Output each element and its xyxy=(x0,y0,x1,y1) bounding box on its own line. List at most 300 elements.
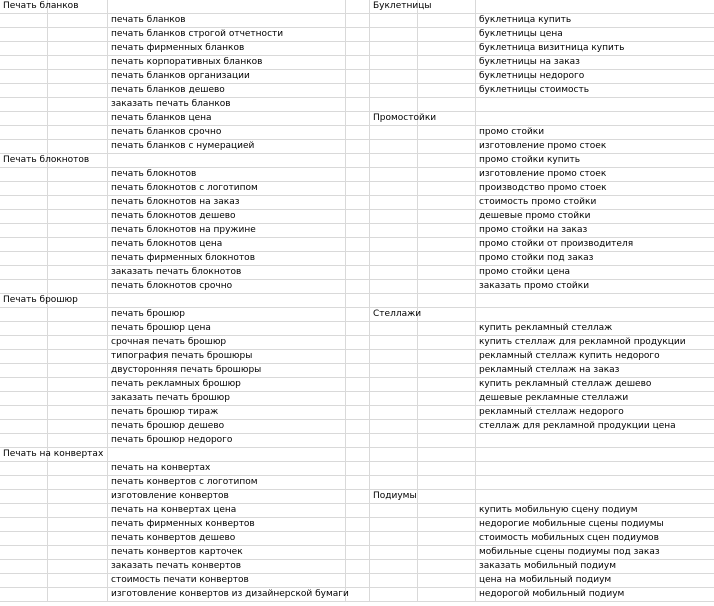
cell-c6[interactable] xyxy=(418,238,476,252)
keyword-cell[interactable]: печать корпоративных бланков xyxy=(108,56,346,70)
cell-c2[interactable] xyxy=(48,574,108,588)
keyword-cell[interactable]: промо стойки цена xyxy=(476,266,714,280)
keyword-cell[interactable]: рекламный стеллаж недорого xyxy=(476,406,714,420)
cell-c2[interactable] xyxy=(48,378,108,392)
keyword-cell[interactable]: рекламный стеллаж купить недорого xyxy=(476,350,714,364)
keyword-cell[interactable]: буклетницы цена xyxy=(476,28,714,42)
cell-c1[interactable] xyxy=(0,210,48,224)
keyword-cell[interactable]: изготовление конвертов из дизайнерской бумаги xyxy=(108,588,346,602)
cell-c4[interactable] xyxy=(346,210,370,224)
cell-c6[interactable] xyxy=(418,406,476,420)
cell-c5[interactable] xyxy=(370,210,418,224)
cell-c7[interactable] xyxy=(476,112,714,126)
cell-c1[interactable] xyxy=(0,238,48,252)
cell-c1[interactable] xyxy=(0,56,48,70)
cell-c6[interactable] xyxy=(418,364,476,378)
cell-c4[interactable] xyxy=(346,532,370,546)
cell-c1[interactable] xyxy=(0,266,48,280)
cell-c4[interactable] xyxy=(346,224,370,238)
keyword-cell[interactable]: печать бланков с нумерацией xyxy=(108,140,346,154)
cell-c6[interactable] xyxy=(418,434,476,448)
cell-c1[interactable] xyxy=(0,112,48,126)
cell-c6[interactable] xyxy=(418,98,476,112)
cell-c7[interactable] xyxy=(476,462,714,476)
cell-c6[interactable] xyxy=(418,196,476,210)
cell-c4[interactable] xyxy=(346,406,370,420)
keyword-cell[interactable]: недорогие мобильные сцены подиумы xyxy=(476,518,714,532)
keyword-cell[interactable]: изготовление промо стоек xyxy=(476,140,714,154)
keyword-cell[interactable]: заказать печать бланков xyxy=(108,98,346,112)
cell-c1[interactable] xyxy=(0,140,48,154)
cell-c5[interactable] xyxy=(370,392,418,406)
cell-c5[interactable] xyxy=(370,182,418,196)
cell-c2[interactable] xyxy=(48,476,108,490)
cell-c2[interactable] xyxy=(48,490,108,504)
cell-c5[interactable] xyxy=(370,448,418,462)
cell-c4[interactable] xyxy=(346,266,370,280)
group-title-cell[interactable]: Буклетницы xyxy=(370,0,418,14)
cell-c5[interactable] xyxy=(370,378,418,392)
keyword-cell[interactable]: производство промо стоек xyxy=(476,182,714,196)
keyword-cell[interactable]: заказать промо стойки xyxy=(476,280,714,294)
cell-c1[interactable] xyxy=(0,98,48,112)
cell-c6[interactable] xyxy=(418,504,476,518)
keyword-cell[interactable]: цена на мобильный подиум xyxy=(476,574,714,588)
cell-c5[interactable] xyxy=(370,252,418,266)
keyword-cell[interactable]: печать бланков цена xyxy=(108,112,346,126)
group-title-cell[interactable]: Печать брошюр xyxy=(0,294,48,308)
cell-c2[interactable] xyxy=(48,84,108,98)
keyword-cell[interactable]: дешевые рекламные стеллажи xyxy=(476,392,714,406)
keyword-cell[interactable]: печать бланков дешево xyxy=(108,84,346,98)
keyword-cell[interactable]: изготовление конвертов xyxy=(108,490,346,504)
cell-c1[interactable] xyxy=(0,224,48,238)
cell-c5[interactable] xyxy=(370,504,418,518)
cell-c4[interactable] xyxy=(346,112,370,126)
cell-c2[interactable] xyxy=(48,252,108,266)
cell-c2[interactable] xyxy=(48,560,108,574)
keyword-cell[interactable]: промо стойки купить xyxy=(476,154,714,168)
keyword-cell[interactable]: печать на конвертах цена xyxy=(108,504,346,518)
cell-c5[interactable] xyxy=(370,168,418,182)
cell-c6[interactable] xyxy=(418,476,476,490)
cell-c4[interactable] xyxy=(346,588,370,602)
cell-c4[interactable] xyxy=(346,42,370,56)
cell-c1[interactable] xyxy=(0,490,48,504)
cell-c2[interactable] xyxy=(48,266,108,280)
cell-c2[interactable] xyxy=(48,546,108,560)
keyword-cell[interactable]: буклетница визитница купить xyxy=(476,42,714,56)
cell-c6[interactable] xyxy=(418,448,476,462)
cell-c1[interactable] xyxy=(0,462,48,476)
cell-c5[interactable] xyxy=(370,98,418,112)
keyword-cell[interactable]: печать брошюр тираж xyxy=(108,406,346,420)
cell-c4[interactable] xyxy=(346,504,370,518)
cell-c6[interactable] xyxy=(418,518,476,532)
cell-c1[interactable] xyxy=(0,350,48,364)
cell-c6[interactable] xyxy=(418,266,476,280)
keyword-cell[interactable]: купить стеллаж для рекламной продукции xyxy=(476,336,714,350)
cell-c5[interactable] xyxy=(370,574,418,588)
cell-c2[interactable] xyxy=(48,294,108,308)
cell-c5[interactable] xyxy=(370,294,418,308)
cell-c4[interactable] xyxy=(346,238,370,252)
cell-c5[interactable] xyxy=(370,140,418,154)
cell-c3[interactable] xyxy=(108,294,346,308)
cell-c6[interactable] xyxy=(418,0,476,14)
cell-c6[interactable] xyxy=(418,588,476,602)
cell-c4[interactable] xyxy=(346,182,370,196)
keyword-cell[interactable]: печать фирменных бланков xyxy=(108,42,346,56)
cell-c4[interactable] xyxy=(346,462,370,476)
cell-c7[interactable] xyxy=(476,308,714,322)
cell-c7[interactable] xyxy=(476,448,714,462)
group-title-cell[interactable]: Стеллажи xyxy=(370,308,418,322)
cell-c1[interactable] xyxy=(0,476,48,490)
keyword-cell[interactable]: печать блокнотов с логотипом xyxy=(108,182,346,196)
cell-c7[interactable] xyxy=(476,476,714,490)
cell-c6[interactable] xyxy=(418,210,476,224)
keyword-cell[interactable]: стеллаж для рекламной продукции цена xyxy=(476,420,714,434)
cell-c2[interactable] xyxy=(48,280,108,294)
cell-c4[interactable] xyxy=(346,168,370,182)
cell-c6[interactable] xyxy=(418,560,476,574)
cell-c5[interactable] xyxy=(370,42,418,56)
cell-c5[interactable] xyxy=(370,518,418,532)
cell-c5[interactable] xyxy=(370,560,418,574)
cell-c2[interactable] xyxy=(48,588,108,602)
keyword-cell[interactable]: печать бланков строгой отчетности xyxy=(108,28,346,42)
keyword-cell[interactable]: рекламный стеллаж на заказ xyxy=(476,364,714,378)
cell-c6[interactable] xyxy=(418,112,476,126)
cell-c7[interactable] xyxy=(476,0,714,14)
keyword-cell[interactable]: печать конвертов с логотипом xyxy=(108,476,346,490)
cell-c5[interactable] xyxy=(370,476,418,490)
group-title-cell[interactable]: Печать на конвертах xyxy=(0,448,48,462)
cell-c4[interactable] xyxy=(346,392,370,406)
keyword-cell[interactable]: печать фирменных конвертов xyxy=(108,518,346,532)
cell-c1[interactable] xyxy=(0,70,48,84)
cell-c2[interactable] xyxy=(48,238,108,252)
keyword-cell[interactable]: буклетницы стоимость xyxy=(476,84,714,98)
cell-c4[interactable] xyxy=(346,0,370,14)
cell-c4[interactable] xyxy=(346,294,370,308)
group-title-cell[interactable]: Промостойки xyxy=(370,112,418,126)
cell-c6[interactable] xyxy=(418,42,476,56)
cell-c5[interactable] xyxy=(370,266,418,280)
cell-c4[interactable] xyxy=(346,252,370,266)
cell-c4[interactable] xyxy=(346,70,370,84)
cell-c2[interactable] xyxy=(48,350,108,364)
cell-c7[interactable] xyxy=(476,294,714,308)
cell-c1[interactable] xyxy=(0,322,48,336)
cell-c6[interactable] xyxy=(418,308,476,322)
cell-c1[interactable] xyxy=(0,364,48,378)
cell-c2[interactable] xyxy=(48,70,108,84)
keyword-cell[interactable]: печать на конвертах xyxy=(108,462,346,476)
cell-c5[interactable] xyxy=(370,196,418,210)
cell-c6[interactable] xyxy=(418,336,476,350)
cell-c2[interactable] xyxy=(48,322,108,336)
keyword-cell[interactable]: буклетницы на заказ xyxy=(476,56,714,70)
cell-c6[interactable] xyxy=(418,126,476,140)
cell-c4[interactable] xyxy=(346,350,370,364)
cell-c5[interactable] xyxy=(370,14,418,28)
cell-c1[interactable] xyxy=(0,518,48,532)
keyword-cell[interactable]: печать конвертов дешево xyxy=(108,532,346,546)
cell-c4[interactable] xyxy=(346,322,370,336)
cell-c2[interactable] xyxy=(48,14,108,28)
cell-c1[interactable] xyxy=(0,420,48,434)
cell-c2[interactable] xyxy=(48,112,108,126)
group-title-cell[interactable]: Печать бланков xyxy=(0,0,48,14)
cell-c5[interactable] xyxy=(370,420,418,434)
cell-c2[interactable] xyxy=(48,56,108,70)
keyword-cell[interactable]: печать брошюр xyxy=(108,308,346,322)
cell-c2[interactable] xyxy=(48,448,108,462)
cell-c1[interactable] xyxy=(0,378,48,392)
cell-c2[interactable] xyxy=(48,336,108,350)
cell-c4[interactable] xyxy=(346,154,370,168)
cell-c5[interactable] xyxy=(370,56,418,70)
cell-c1[interactable] xyxy=(0,196,48,210)
keyword-cell[interactable]: печать блокнотов на заказ xyxy=(108,196,346,210)
cell-c4[interactable] xyxy=(346,476,370,490)
keyword-cell[interactable]: заказать печать брошюр xyxy=(108,392,346,406)
cell-c6[interactable] xyxy=(418,462,476,476)
cell-c4[interactable] xyxy=(346,336,370,350)
cell-c6[interactable] xyxy=(418,28,476,42)
keyword-cell[interactable]: печать брошюр недорого xyxy=(108,434,346,448)
cell-c7[interactable] xyxy=(476,490,714,504)
cell-c1[interactable] xyxy=(0,504,48,518)
cell-c2[interactable] xyxy=(48,532,108,546)
cell-c4[interactable] xyxy=(346,196,370,210)
keyword-cell[interactable]: промо стойки от производителя xyxy=(476,238,714,252)
cell-c1[interactable] xyxy=(0,280,48,294)
cell-c6[interactable] xyxy=(418,14,476,28)
cell-c7[interactable] xyxy=(476,98,714,112)
keyword-cell[interactable]: печать бланков организации xyxy=(108,70,346,84)
cell-c4[interactable] xyxy=(346,14,370,28)
cell-c1[interactable] xyxy=(0,560,48,574)
keyword-cell[interactable]: печать фирменных блокнотов xyxy=(108,252,346,266)
cell-c6[interactable] xyxy=(418,56,476,70)
cell-c1[interactable] xyxy=(0,336,48,350)
keyword-cell[interactable]: купить рекламный стеллаж дешево xyxy=(476,378,714,392)
cell-c1[interactable] xyxy=(0,406,48,420)
cell-c4[interactable] xyxy=(346,546,370,560)
keyword-cell[interactable]: печать блокнотов xyxy=(108,168,346,182)
cell-c5[interactable] xyxy=(370,154,418,168)
keyword-cell[interactable]: заказать печать блокнотов xyxy=(108,266,346,280)
cell-c5[interactable] xyxy=(370,364,418,378)
cell-c6[interactable] xyxy=(418,350,476,364)
cell-c6[interactable] xyxy=(418,490,476,504)
cell-c2[interactable] xyxy=(48,126,108,140)
cell-c2[interactable] xyxy=(48,434,108,448)
cell-c5[interactable] xyxy=(370,336,418,350)
cell-c2[interactable] xyxy=(48,392,108,406)
cell-c1[interactable] xyxy=(0,588,48,602)
cell-c6[interactable] xyxy=(418,84,476,98)
keyword-cell[interactable]: типография печать брошюры xyxy=(108,350,346,364)
keyword-cell[interactable]: печать блокнотов срочно xyxy=(108,280,346,294)
cell-c4[interactable] xyxy=(346,434,370,448)
keyword-cell[interactable]: купить рекламный стеллаж xyxy=(476,322,714,336)
keyword-cell[interactable]: двусторонняя печать брошюры xyxy=(108,364,346,378)
cell-c5[interactable] xyxy=(370,546,418,560)
cell-c5[interactable] xyxy=(370,238,418,252)
cell-c4[interactable] xyxy=(346,84,370,98)
keyword-cell[interactable]: печать бланков срочно xyxy=(108,126,346,140)
keyword-cell[interactable]: печать рекламных брошюр xyxy=(108,378,346,392)
cell-c4[interactable] xyxy=(346,518,370,532)
cell-c6[interactable] xyxy=(418,168,476,182)
keyword-cell[interactable]: печать конвертов карточек xyxy=(108,546,346,560)
keyword-cell[interactable]: дешевые промо стойки xyxy=(476,210,714,224)
cell-c5[interactable] xyxy=(370,434,418,448)
cell-c2[interactable] xyxy=(48,182,108,196)
keyword-cell[interactable]: печать блокнотов цена xyxy=(108,238,346,252)
cell-c4[interactable] xyxy=(346,420,370,434)
keyword-cell[interactable]: промо стойки на заказ xyxy=(476,224,714,238)
cell-c6[interactable] xyxy=(418,294,476,308)
cell-c4[interactable] xyxy=(346,364,370,378)
cell-c5[interactable] xyxy=(370,70,418,84)
cell-c3[interactable] xyxy=(108,0,346,14)
cell-c1[interactable] xyxy=(0,532,48,546)
cell-c2[interactable] xyxy=(48,406,108,420)
cell-c1[interactable] xyxy=(0,182,48,196)
cell-c2[interactable] xyxy=(48,224,108,238)
cell-c6[interactable] xyxy=(418,280,476,294)
cell-c5[interactable] xyxy=(370,462,418,476)
cell-c6[interactable] xyxy=(418,182,476,196)
keyword-cell[interactable]: заказать печать конвертов xyxy=(108,560,346,574)
cell-c1[interactable] xyxy=(0,252,48,266)
cell-c4[interactable] xyxy=(346,448,370,462)
cell-c1[interactable] xyxy=(0,14,48,28)
cell-c4[interactable] xyxy=(346,308,370,322)
cell-c4[interactable] xyxy=(346,98,370,112)
cell-c1[interactable] xyxy=(0,392,48,406)
cell-c2[interactable] xyxy=(48,28,108,42)
keyword-cell[interactable]: недорогой мобильный подиум xyxy=(476,588,714,602)
cell-c5[interactable] xyxy=(370,126,418,140)
cell-c1[interactable] xyxy=(0,434,48,448)
cell-c1[interactable] xyxy=(0,168,48,182)
keyword-cell[interactable]: печать бланков xyxy=(108,14,346,28)
keyword-cell[interactable]: буклетницы недорого xyxy=(476,70,714,84)
cell-c3[interactable] xyxy=(108,448,346,462)
cell-c2[interactable] xyxy=(48,196,108,210)
cell-c2[interactable] xyxy=(48,0,108,14)
keyword-cell[interactable]: промо стойки xyxy=(476,126,714,140)
cell-c2[interactable] xyxy=(48,462,108,476)
cell-c4[interactable] xyxy=(346,574,370,588)
cell-c1[interactable] xyxy=(0,308,48,322)
group-title-cell[interactable]: Печать блокнотов xyxy=(0,154,48,168)
cell-c7[interactable] xyxy=(476,434,714,448)
keyword-cell[interactable]: печать блокнотов на пружине xyxy=(108,224,346,238)
cell-c6[interactable] xyxy=(418,392,476,406)
cell-c5[interactable] xyxy=(370,406,418,420)
keyword-cell[interactable]: печать брошюр цена xyxy=(108,322,346,336)
cell-c4[interactable] xyxy=(346,56,370,70)
cell-c1[interactable] xyxy=(0,42,48,56)
cell-c5[interactable] xyxy=(370,350,418,364)
cell-c1[interactable] xyxy=(0,574,48,588)
keyword-cell[interactable]: срочная печать брошюр xyxy=(108,336,346,350)
cell-c4[interactable] xyxy=(346,28,370,42)
cell-c1[interactable] xyxy=(0,28,48,42)
cell-c5[interactable] xyxy=(370,84,418,98)
cell-c6[interactable] xyxy=(418,546,476,560)
cell-c1[interactable] xyxy=(0,546,48,560)
keyword-cell[interactable]: мобильные сцены подиумы под заказ xyxy=(476,546,714,560)
keyword-cell[interactable]: заказать мобильный подиум xyxy=(476,560,714,574)
cell-c4[interactable] xyxy=(346,490,370,504)
cell-c6[interactable] xyxy=(418,420,476,434)
cell-c2[interactable] xyxy=(48,518,108,532)
keyword-cell[interactable]: изготовление промо стоек xyxy=(476,168,714,182)
keyword-cell[interactable]: буклетница купить xyxy=(476,14,714,28)
cell-c4[interactable] xyxy=(346,560,370,574)
cell-c4[interactable] xyxy=(346,126,370,140)
cell-c3[interactable] xyxy=(108,154,346,168)
keyword-cell[interactable]: купить мобильную сцену подиум xyxy=(476,504,714,518)
cell-c6[interactable] xyxy=(418,378,476,392)
cell-c4[interactable] xyxy=(346,378,370,392)
cell-c6[interactable] xyxy=(418,154,476,168)
cell-c2[interactable] xyxy=(48,140,108,154)
cell-c5[interactable] xyxy=(370,532,418,546)
cell-c2[interactable] xyxy=(48,168,108,182)
group-title-cell[interactable]: Подиумы xyxy=(370,490,418,504)
cell-c2[interactable] xyxy=(48,364,108,378)
cell-c2[interactable] xyxy=(48,154,108,168)
cell-c6[interactable] xyxy=(418,574,476,588)
cell-c6[interactable] xyxy=(418,532,476,546)
cell-c2[interactable] xyxy=(48,420,108,434)
cell-c6[interactable] xyxy=(418,322,476,336)
cell-c6[interactable] xyxy=(418,224,476,238)
cell-c5[interactable] xyxy=(370,322,418,336)
cell-c2[interactable] xyxy=(48,504,108,518)
cell-c6[interactable] xyxy=(418,70,476,84)
cell-c4[interactable] xyxy=(346,280,370,294)
keyword-cell[interactable]: стоимость мобильных сцен подиумов xyxy=(476,532,714,546)
cell-c2[interactable] xyxy=(48,308,108,322)
keyword-cell[interactable]: промо стойки под заказ xyxy=(476,252,714,266)
cell-c4[interactable] xyxy=(346,140,370,154)
cell-c6[interactable] xyxy=(418,252,476,266)
cell-c2[interactable] xyxy=(48,42,108,56)
cell-c6[interactable] xyxy=(418,140,476,154)
keyword-cell[interactable]: печать блокнотов дешево xyxy=(108,210,346,224)
keyword-cell[interactable]: стоимость промо стойки xyxy=(476,196,714,210)
keyword-cell[interactable]: печать брошюр дешево xyxy=(108,420,346,434)
cell-c5[interactable] xyxy=(370,28,418,42)
cell-c5[interactable] xyxy=(370,224,418,238)
cell-c5[interactable] xyxy=(370,588,418,602)
cell-c2[interactable] xyxy=(48,98,108,112)
cell-c1[interactable] xyxy=(0,126,48,140)
cell-c2[interactable] xyxy=(48,210,108,224)
cell-c1[interactable] xyxy=(0,84,48,98)
cell-c5[interactable] xyxy=(370,280,418,294)
